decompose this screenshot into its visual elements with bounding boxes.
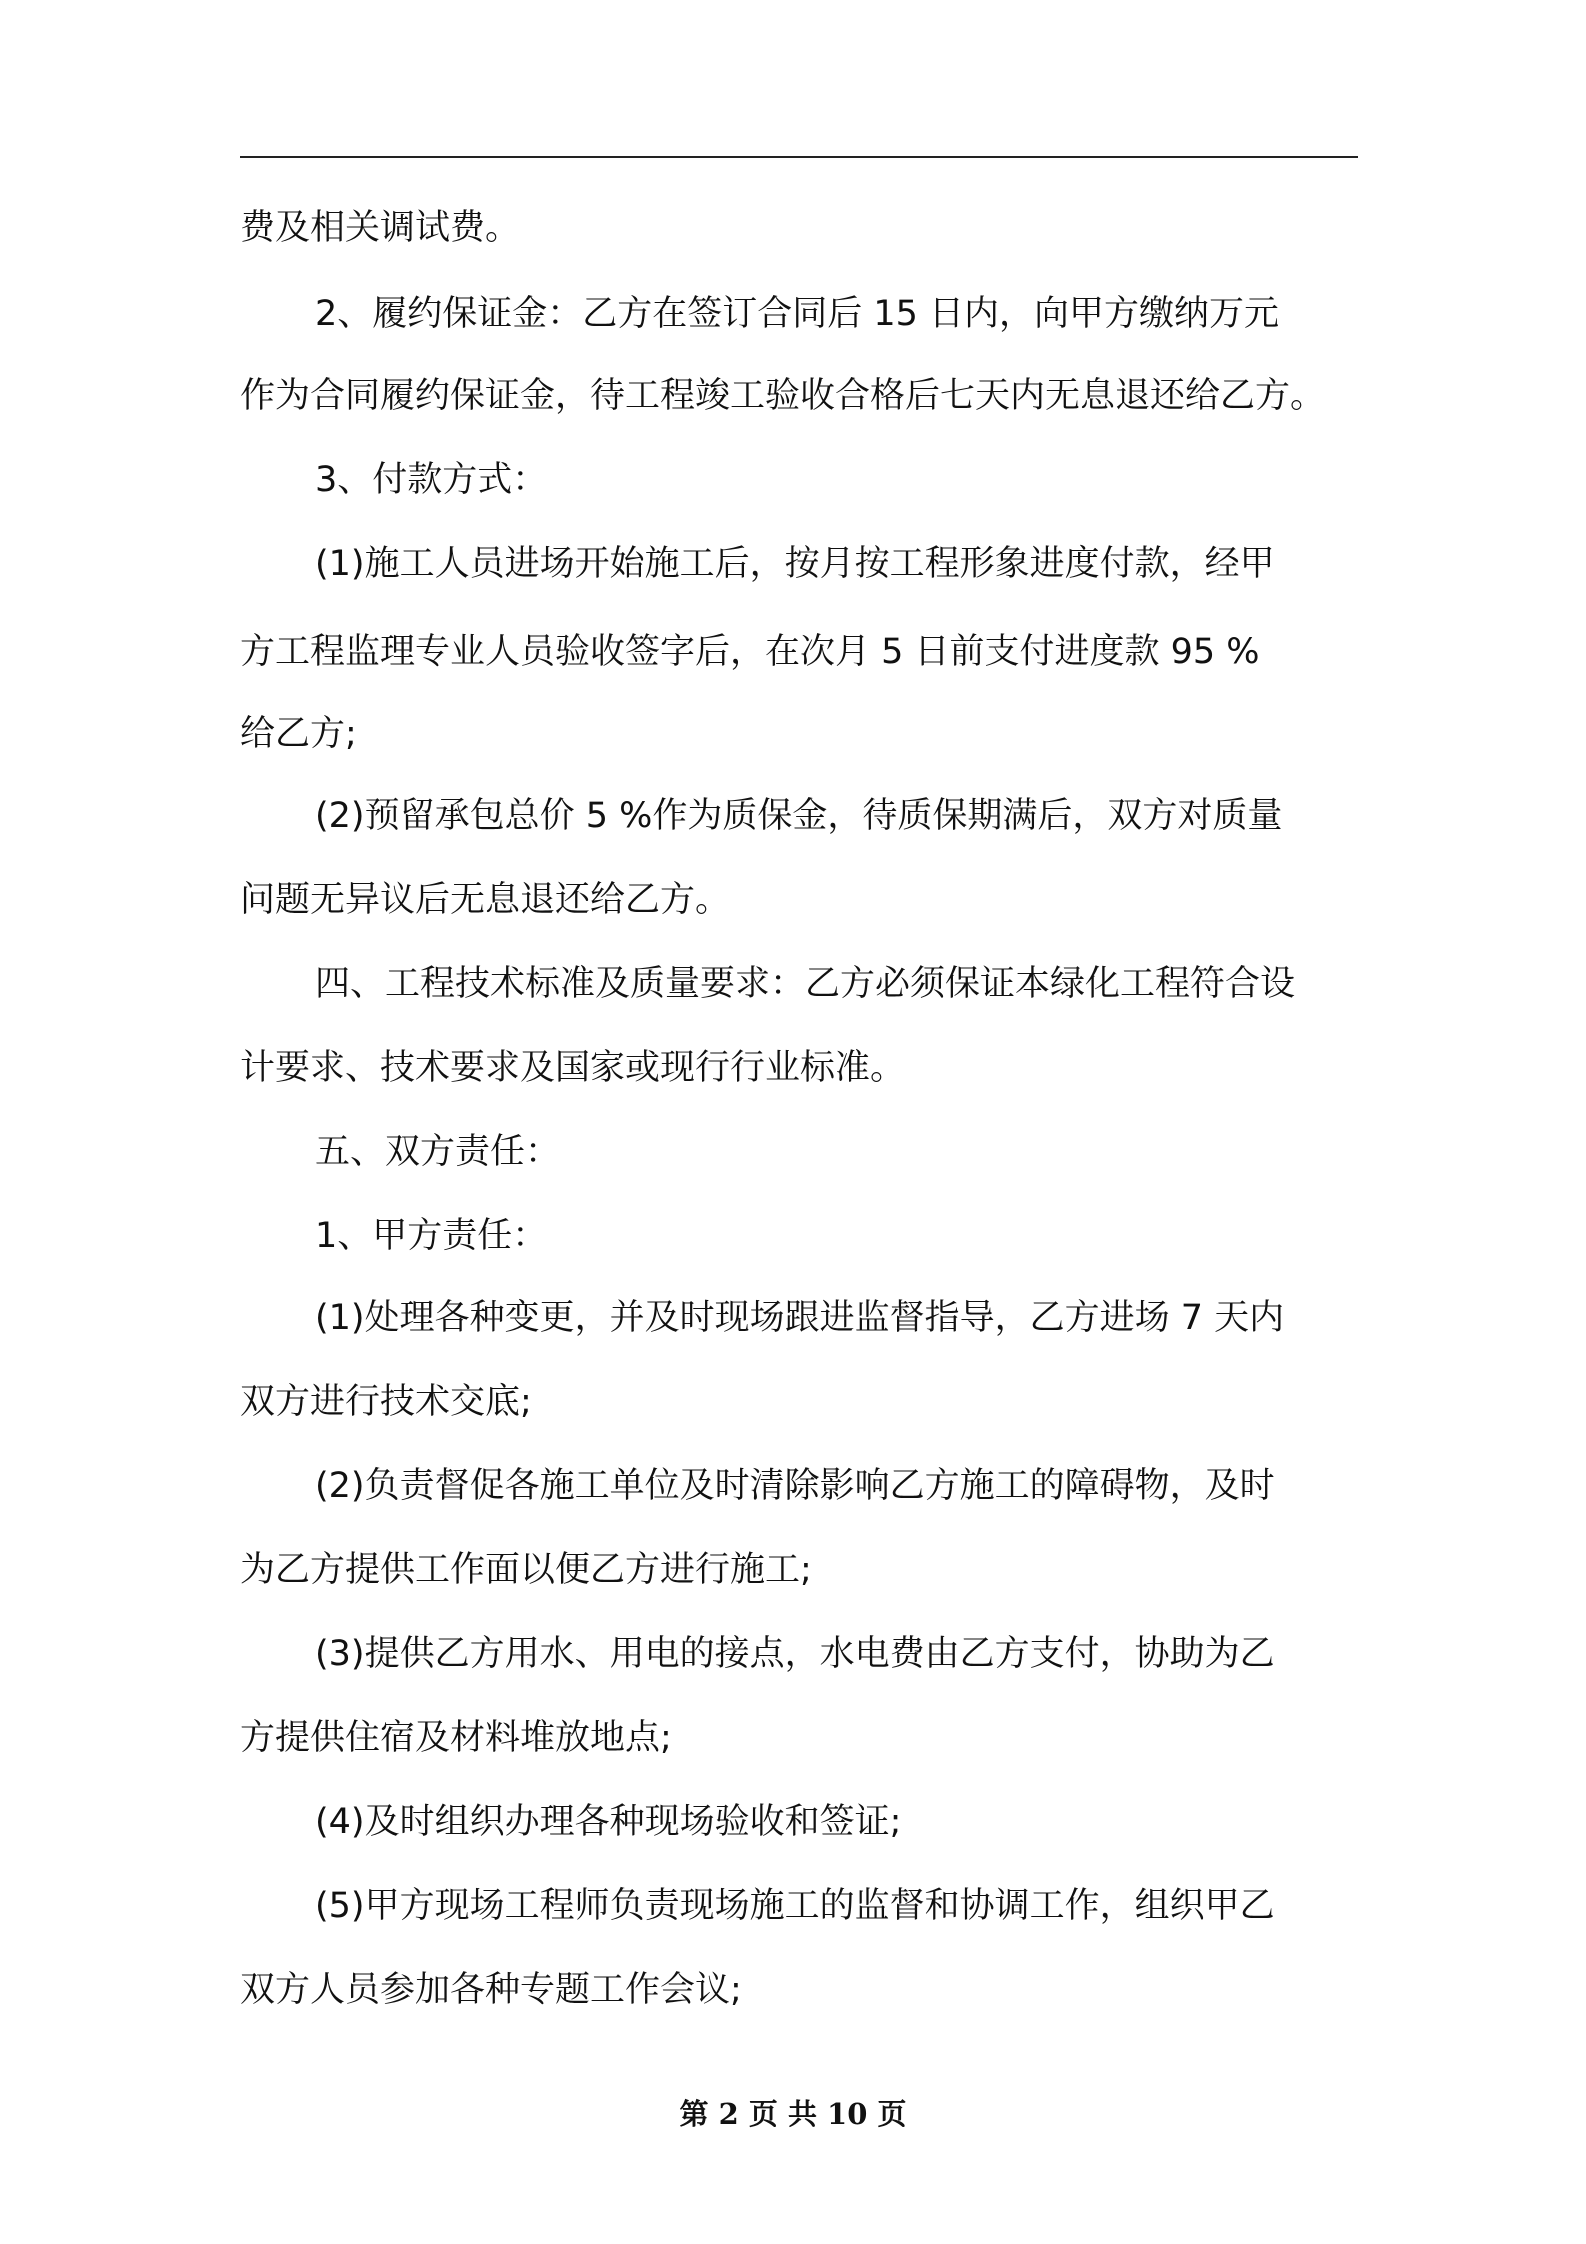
text-line-20: (4)及时组织办理各种现场验收和签证; [315,1802,902,1842]
text-line-21: (5)甲方现场工程师负责现场施工的监督和协调工作，组织甲乙 [315,1886,1275,1926]
text-line-9: 问题无异议后无息退还给乙方。 [240,880,731,920]
text-line-8: (2)预留承包总价 5 %作为质保金，待质保期满后，双方对质量 [315,796,1283,836]
text-line-15: 双方进行技术交底; [240,1382,532,1422]
page-number-footer: 第 2 页 共 10 页 [679,2097,907,2131]
text-line-10: 四、工程技术标准及质量要求：乙方必须保证本绿化工程符合设 [315,964,1296,1004]
text-line-22: 双方人员参加各种专题工作会议; [240,1970,742,2010]
text-line-16: (2)负责督促各施工单位及时清除影响乙方施工的障碍物，及时 [315,1466,1275,1506]
text-line-5: (1)施工人员进场开始施工后，按月按工程形象进度付款，经甲 [315,544,1275,584]
text-line-14: (1)处理各种变更，并及时现场跟进监督指导，乙方进场 7 天内 [315,1298,1285,1338]
text-line-17: 为乙方提供工作面以便乙方进行施工; [240,1550,812,1590]
text-line-6: 方工程监理专业人员验收签字后，在次月 5 日前支付进度款 95 % [240,632,1260,672]
text-line-12: 五、双方责任： [315,1132,561,1172]
text-line-2: 2、履约保证金：乙方在签订合同后 15 日内，向甲方缴纳万元 [315,294,1280,334]
text-line-3: 作为合同履约保证金，待工程竣工验收合格后七天内无息退还给乙方。 [240,376,1326,416]
text-line-1: 费及相关调试费。 [240,208,521,248]
header-rule [240,156,1358,158]
text-line-4: 3、付款方式： [315,460,548,500]
text-line-11: 计要求、技术要求及国家或现行行业标准。 [240,1048,906,1088]
text-line-13: 1、甲方责任： [315,1216,548,1256]
text-line-19: 方提供住宿及材料堆放地点; [240,1718,672,1758]
text-line-7: 给乙方; [240,714,357,754]
text-line-18: (3)提供乙方用水、用电的接点，水电费由乙方支付，协助为乙 [315,1634,1275,1674]
